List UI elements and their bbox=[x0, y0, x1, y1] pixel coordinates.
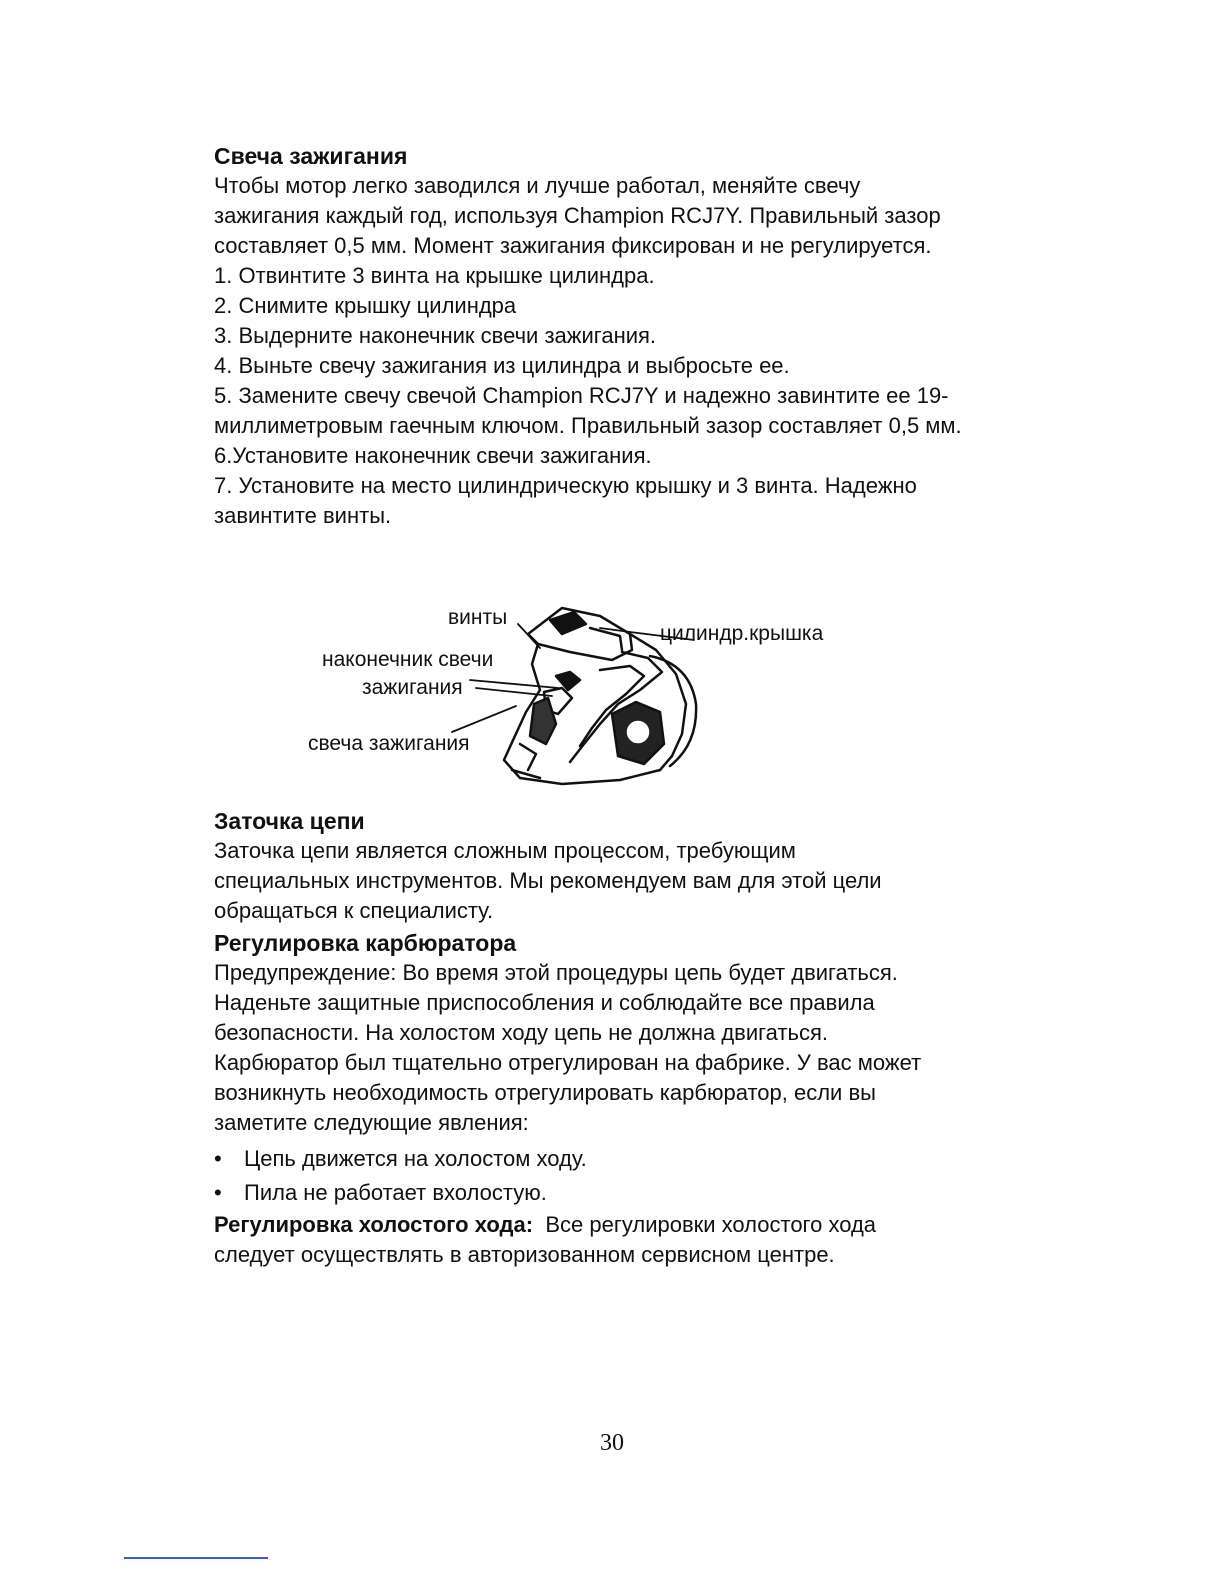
figure-label-spark-plug: свеча зажигания bbox=[308, 732, 470, 755]
step-line: 1. Отвинтите 3 винта на крышке цилиндра. bbox=[214, 263, 655, 288]
list-item bbox=[214, 1176, 1054, 1210]
text-line: Карбюратор был тщательно отрегулирован на фабрике. У вас может bbox=[214, 1050, 922, 1075]
text-line: составляет 0,5 мм. Момент зажигания фиксирован и не регулируется. bbox=[214, 233, 932, 258]
sharpening-heading: Заточка цепи bbox=[214, 808, 365, 834]
text-line: следует осуществлять в авторизованном сервисном центре. bbox=[214, 1242, 835, 1267]
bullet-icon: • bbox=[214, 1146, 222, 1171]
step-line: 2. Снимите крышку цилиндра bbox=[214, 293, 517, 318]
step-line: миллиметровым гаечным ключом. Правильный зазор составляет 0,5 мм. bbox=[214, 413, 962, 438]
sharpening-text bbox=[214, 836, 1054, 926]
text-line: Предупреждение: Во время этой процедуры цепь будет двигаться. bbox=[214, 960, 898, 985]
step-line: 3. Выдерните наконечник свечи зажигания. bbox=[214, 323, 657, 348]
text-line bbox=[214, 1210, 1054, 1240]
figure-label-boot-cont: зажигания bbox=[362, 676, 463, 699]
carburetor-text bbox=[214, 958, 1054, 1138]
bullet-icon: • bbox=[214, 1180, 222, 1205]
figure-label-cylinder-cover: цилиндр.крышка bbox=[660, 622, 824, 645]
spark-plug-heading: Свеча зажигания bbox=[214, 143, 408, 169]
idle-text: Все регулировки холостого хода bbox=[545, 1212, 877, 1237]
text-line: специальных инструментов. Мы рекомендуем вам для этой цели bbox=[214, 868, 882, 893]
text-line: зажигания каждый год, используя Champion RCJ7Y. Правильный зазор bbox=[214, 203, 941, 228]
text-line: Наденьте защитные приспособления и соблюдайте все правила bbox=[214, 990, 875, 1015]
step-line: 4. Выньте свечу зажигания из цилиндра и выбросьте ее. bbox=[214, 353, 790, 378]
idle-adjustment-label: Регулировка холостого хода: bbox=[214, 1212, 534, 1237]
bottom-rule bbox=[124, 1557, 268, 1559]
figure-label-screws: винты bbox=[448, 606, 508, 629]
text-line: возникнуть необходимость отрегулировать карбюратор, если вы bbox=[214, 1080, 876, 1105]
carburetor-section bbox=[214, 928, 1054, 1270]
step-line: 6.Установите наконечник свечи зажигания. bbox=[214, 443, 652, 468]
text-line: Заточка цепи является сложным процессом, требующим bbox=[214, 838, 796, 863]
spark-plug-intro bbox=[214, 171, 1054, 261]
step-line: 5. Замените свечу свечой Champion RCJ7Y и надежно завинтите ее 19- bbox=[214, 383, 949, 408]
step-line: завинтите винты. bbox=[214, 503, 392, 528]
text-line: безопасности. На холостом ходу цепь не должна двигаться. bbox=[214, 1020, 829, 1045]
text-line: заметите следующие явления: bbox=[214, 1110, 529, 1135]
text-line: обращаться к специалисту. bbox=[214, 898, 494, 923]
figure-label-boot: наконечник свечи bbox=[322, 648, 494, 671]
chain-sharpening-section bbox=[214, 806, 1054, 926]
page-number: 30 bbox=[600, 1430, 624, 1456]
step-line: 7. Установите на место цилиндрическую крышку и 3 винта. Надежно bbox=[214, 473, 917, 498]
text-line: Чтобы мотор легко заводился и лучше работал, меняйте свечу bbox=[214, 173, 861, 198]
list-item bbox=[214, 1142, 1054, 1176]
carburetor-heading: Регулировка карбюратора bbox=[214, 930, 517, 956]
list-item-text: Цепь движется на холостом ходу. bbox=[244, 1146, 587, 1171]
idle-adjustment-text bbox=[214, 1210, 1054, 1270]
spark-plug-steps bbox=[214, 261, 1054, 531]
spark-plug-section bbox=[214, 141, 1054, 531]
symptom-list bbox=[214, 1142, 1054, 1210]
list-item-text: Пила не работает вхолостую. bbox=[244, 1180, 547, 1205]
chainsaw-spark-plug-figure bbox=[300, 594, 860, 794]
